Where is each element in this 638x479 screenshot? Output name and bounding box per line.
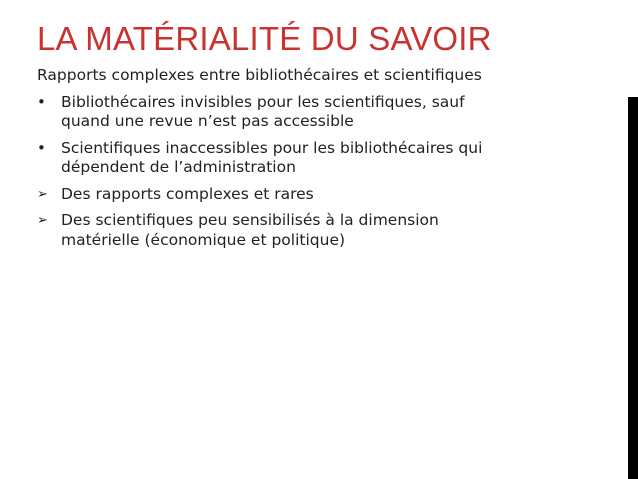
bullet-text-line: quand une revue n’est pas accessible bbox=[61, 112, 354, 130]
bullet-text-line: Scientifiques inaccessibles pour les bibliothécaires qui bbox=[61, 138, 483, 157]
bullet-item bbox=[37, 139, 597, 178]
bullet-text-line: dépendent de l’administration bbox=[61, 158, 296, 176]
bullet-list bbox=[37, 93, 597, 251]
arrow-bullet-icon: ➢ bbox=[37, 213, 48, 228]
bullet-text-line: matérielle (économique et politique) bbox=[61, 230, 346, 249]
slide-title: LA MATÉRIALITÉ DU SAVOIR bbox=[37, 20, 492, 57]
bullet-item bbox=[37, 211, 597, 250]
arrow-bullet-icon: ➢ bbox=[37, 186, 48, 202]
bullet-text-line: Des scientifiques peu sensibilisés à la dimension bbox=[61, 211, 439, 229]
slide-body bbox=[37, 66, 597, 257]
slide-subtitle: Rapports complexes entre bibliothécaires et scientifiques bbox=[37, 66, 482, 84]
bullet-dot-icon: • bbox=[37, 138, 46, 157]
side-accent-bar bbox=[628, 97, 638, 479]
bullet-text-line: Des rapports complexes et rares bbox=[61, 184, 314, 203]
bullet-item bbox=[37, 185, 597, 205]
bullet-text-line: Bibliothécaires invisibles pour les scientifiques, sauf bbox=[61, 92, 465, 111]
bullet-item bbox=[37, 93, 597, 132]
bullet-dot-icon: • bbox=[37, 92, 46, 111]
